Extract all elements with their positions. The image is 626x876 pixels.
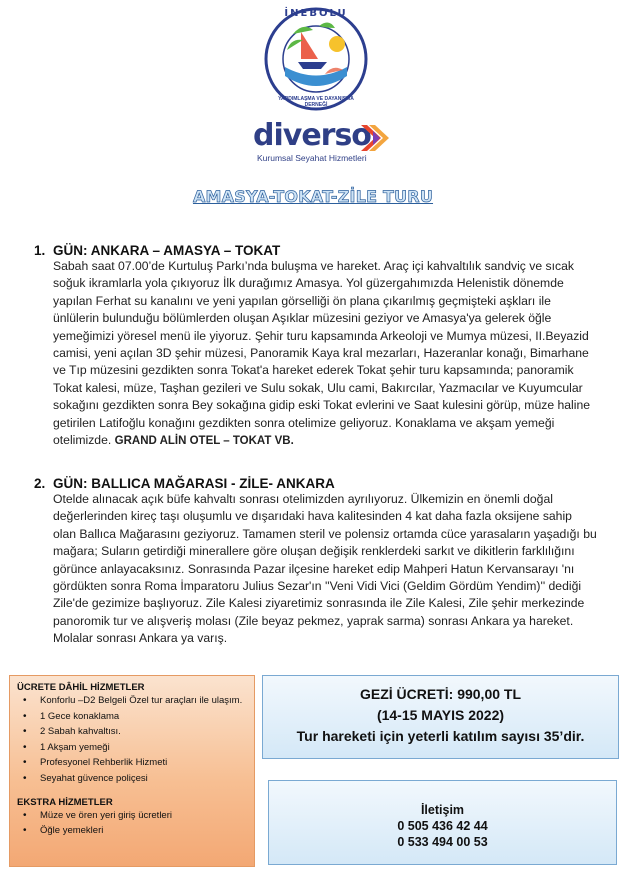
included-heading: ÜCRETE DÂHİL HİZMETLER: [17, 682, 145, 693]
day-title: GÜN: BALLICA MAĞARASI - ZİLE- ANKARA: [53, 476, 335, 491]
price-label: GEZİ ÜCRETİ: 990,00 TL: [359, 686, 522, 702]
association-logo: [263, 4, 369, 114]
list-item: • Profesyonel Rehberlik Hizmeti: [17, 757, 248, 770]
day-number: 1.: [34, 243, 46, 258]
logo-ring-text: YARDIMLAŞMA VE DAYANIŞMA DERNEĞİ: [278, 96, 354, 108]
services-box: [9, 675, 255, 867]
tour-dates: (14-15 MAYIS 2022): [376, 707, 505, 723]
text-line: Zile'de gezimize başlıyoruz. Zile Kalesi ziyaretimiz sonrasında ile Zile Kalesi, Zile şehir merkezinde: [53, 596, 585, 611]
logo-top-text: İNEBOLU: [284, 8, 348, 19]
text-line: ünlülerin bulunduğu bölümlerden oluşan Aşıklar müzesini geziyor ve Amasya'ya gelerek öğle: [53, 311, 552, 326]
day-1-section: [34, 243, 604, 450]
text-line: Molalar sonrası Ankara ya varış.: [53, 631, 228, 646]
phone-number[interactable]: 0 505 436 42 44: [397, 819, 488, 833]
day-heading: [34, 243, 604, 258]
text-line: mağara; Suların getirdiği minerallere göre oluşan değişik renklerdeki sarkıt ve dikitlerin farklılığını: [53, 544, 575, 559]
diverso-brand: [253, 118, 403, 168]
day-number: 2.: [34, 476, 46, 491]
contact-box: [268, 780, 617, 865]
contact-label: İletişim: [420, 803, 465, 817]
extra-heading: EKSTRA HİZMETLER: [17, 796, 113, 808]
text-line: görünce anlayacaksınız. Sonrasında Pazar ilçesine hareket edip Mahperi Hatun Kervansarayı 'nı: [53, 561, 575, 576]
text-line: yemeğimizi yöresel menü ile yiyoruz. Şehir turu kapsamında Arkeoloji ve Mumya müzesi, II.Beyazid: [53, 328, 589, 343]
text-line: Tokat kalesi, müze, Taşhan gezileri ve Sulu sokak, Ulu cami, Bakırcılar, Yazmacılar ve Kuyumcular: [53, 380, 583, 395]
brand-name: diverso: [253, 118, 371, 153]
day-description: [53, 258, 604, 450]
price-box: [262, 675, 619, 759]
text-line: olan Ballıca Mağarasını geziyoruz. Tamamen steril ve polensiz ortamda cüce yarasaların yaşadığı bu: [53, 526, 597, 541]
day-2-section: [34, 476, 604, 648]
day-title: GÜN: ANKARA – AMASYA – TOKAT: [53, 243, 281, 258]
text-line: değerlerinden kireç taşı oluşumlu ve dışarıdaki hava kalitesinden 4 kat daha fazla oksijene sahip: [53, 509, 572, 524]
page-title: AMASYA-TOKAT-ZİLE TURU: [192, 187, 434, 206]
text-line: ve Tıp müzesini gezdikten sonra Tokat'a hareket ederek Tokat şehir turu kapsamında; panoramik: [53, 363, 574, 378]
list-item: • Müze ve ören yeri giriş ücretleri: [17, 810, 248, 823]
extra-list: [17, 810, 248, 838]
list-item: • Seyahat güvence poliçesi: [17, 773, 248, 786]
participation-note: Tur hareketi için yeterli katılım sayısı 35’dir.: [296, 728, 585, 744]
text-line: yapılan Ferhat su kanalını ve yeni yapılan görselliği ön plana çıkarılmış geçmişteki aşkları ile: [53, 293, 551, 308]
phone-number[interactable]: 0 533 494 00 53: [397, 835, 488, 849]
text-line: [53, 432, 604, 450]
hotel-name: GRAND ALİN OTEL – TOKAT VB.: [114, 435, 294, 448]
text-line: getirilen Latifoğlu konağını gezdikten sonra otelimize geliyoruz. Konaklama ve akşam yemeği: [53, 415, 555, 430]
text-line: soğuk ikramlarla yola çıkıyoruz İlk durağımız Amasya. Yol güzergahımızda Helenistik dönemde: [53, 276, 564, 291]
list-item: • 1 Gece konaklama: [17, 711, 248, 724]
day-heading: [34, 476, 604, 491]
text-line: panoromik tur ve alışveriş molası (Zile beyaz pekmez, yaprak sarma) sonrası Ankara ya hareket.: [53, 613, 574, 628]
list-item: • Konforlu –D2 Belgeli Özel tur araçları ile ulaşım.: [17, 695, 248, 708]
list-item: • 1 Akşam yemeği: [17, 742, 248, 755]
text-line-end: otelimizde.: [53, 433, 112, 448]
text-line: sokağını gezdikten sonra Bey sokağına gidip eski Tokat evlerini ve Saat kulesini görüp, müze haline: [53, 398, 591, 413]
chevron-right-icon: [357, 121, 391, 155]
text-line: camisi, yeni açılan 3D şehir müzesi, Panoramik Kaya kral mezarları, Hazeranlar konağı, Bimarhane: [53, 346, 589, 361]
included-list: [17, 695, 248, 786]
text-line: Otelde alınacak açık büfe kahvaltı sonrası otelimizden ayrılıyoruz. Ülkemizin en önemli doğal: [53, 492, 553, 506]
text-line: Sabah saat 07.00’de Kurtuluş Parkı’nda buluşma ve hareket. Araç içi kahvaltılık sandviç ve sıcak: [53, 259, 574, 273]
brand-subtitle: Kurumsal Seyahat Hizmetleri: [257, 153, 367, 163]
list-item: • Öğle yemekleri: [17, 825, 248, 838]
list-item: • 2 Sabah kahvaltısı.: [17, 726, 248, 739]
day-description: [53, 491, 604, 648]
text-line: gördükten sonra Roma İmparatoru Julius Sezar'ın ''Veni Vidi Vici (Geldim Gördüm Yendim)'' dediği: [53, 579, 582, 594]
